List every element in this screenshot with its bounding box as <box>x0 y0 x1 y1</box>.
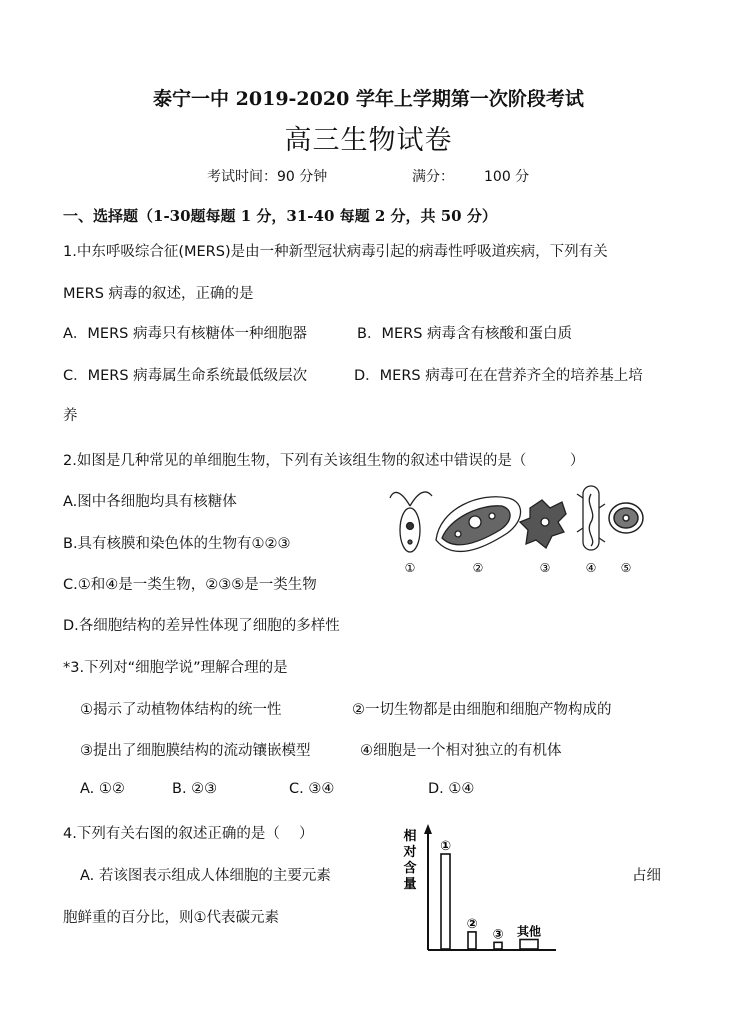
exam-school-title: 泰宁一中 2019-2020 学年上学期第一次阶段考试 <box>153 88 584 110</box>
q2-option-d: D.各细胞结构的差异性体现了细胞的多样性 <box>63 618 340 634</box>
q1-option-c: C．MERS 病毒属生命系统最低级层次 <box>63 368 308 384</box>
q3-option-a: A. ①② <box>80 781 125 797</box>
score-label: 满分： <box>412 169 454 185</box>
q3-option-c: C. ③④ <box>289 781 335 797</box>
q2-stem: 2.如图是几种常见的单细胞生物，下列有关该组生物的叙述中错误的是（ ） <box>63 453 585 469</box>
cell-5-round <box>609 503 643 533</box>
ylabel-char-4: 量 <box>403 877 417 892</box>
score-value: 100 分 <box>484 169 530 185</box>
chart-ylabel <box>402 828 416 892</box>
ylabel-char-3: 含 <box>403 861 417 876</box>
element-chart <box>398 822 558 958</box>
q3-item-4: ④细胞是一个相对独立的有机体 <box>360 743 562 759</box>
bar-label-2: ② <box>466 916 478 932</box>
cell-2-paramecium <box>436 497 521 552</box>
q1-option-a: A．MERS 病毒只有核糖体一种细胞器 <box>63 326 307 342</box>
q3-stem: *3.下列对“细胞学说”理解合理的是 <box>63 660 288 676</box>
bar-2 <box>468 932 476 949</box>
q3-item-3: ③提出了细胞膜结构的流动镶嵌模型 <box>80 743 311 759</box>
q1-option-b: B．MERS 病毒含有核酸和蛋白质 <box>357 326 573 342</box>
exam-time: 考试时间：90 分钟 <box>207 169 328 185</box>
q3-option-d: D. ①④ <box>428 781 475 797</box>
fig-label-5: ⑤ <box>620 561 632 575</box>
q4-option-a-tail: 占细 <box>632 868 661 884</box>
y-axis-arrow <box>424 824 432 834</box>
bar-label-3: ③ <box>492 927 504 943</box>
cell-3-amoeba <box>520 500 566 548</box>
bar-label-4: 其他 <box>516 924 542 939</box>
q2-option-b: B.具有核膜和染色体的生物有①②③ <box>63 536 291 552</box>
bar-1 <box>441 854 450 949</box>
q3-item-2: ②一切生物都是由细胞和细胞产物构成的 <box>352 702 612 718</box>
bar-label-1: ① <box>439 839 452 854</box>
exam-subject-title: 高三生物试卷 <box>284 125 453 156</box>
ylabel-char-2: 对 <box>403 845 417 860</box>
q1-option-d-cont: 养 <box>63 408 78 424</box>
q3-option-b: B. ②③ <box>172 781 218 797</box>
q3-item-1: ①揭示了动植物体结构的统一性 <box>80 702 282 718</box>
q4-option-a: A. 若该图表示组成人体细胞的主要元素 <box>80 868 331 884</box>
cell-1-flagellate <box>390 492 432 552</box>
q1-option-d: D．MERS 病毒可在在营养齐全的培养基上培 <box>354 368 643 384</box>
bar-4 <box>520 940 538 950</box>
ylabel-char-1: 相 <box>403 829 417 844</box>
q1-stem-line2: MERS 病毒的叙述，正确的是 <box>63 286 254 302</box>
fig-label-1: ① <box>404 561 416 575</box>
q1-stem-line1: 1.中东呼吸综合征(MERS)是由一种新型冠状病毒引起的病毒性呼吸道疾病，下列有关 <box>63 244 608 260</box>
q4-stem: 4.下列有关右图的叙述正确的是（ ） <box>63 826 314 842</box>
bar-3 <box>494 942 502 949</box>
fig-label-4: ④ <box>585 561 597 575</box>
cells-figure <box>380 478 650 578</box>
fig-label-2: ② <box>472 561 484 575</box>
q4-option-a-line2: 胞鲜重的百分比，则①代表碳元素 <box>63 910 279 926</box>
section-heading: 一、选择题（1-30题每题 1 分，31-40 每题 2 分，共 50 分） <box>63 207 497 225</box>
q2-option-c: C.①和④是一类生物，②③⑤是一类生物 <box>63 577 317 593</box>
q2-option-a: A.图中各细胞均具有核糖体 <box>63 494 237 510</box>
cell-4-bacterium <box>577 486 605 550</box>
fig-label-3: ③ <box>539 561 551 575</box>
